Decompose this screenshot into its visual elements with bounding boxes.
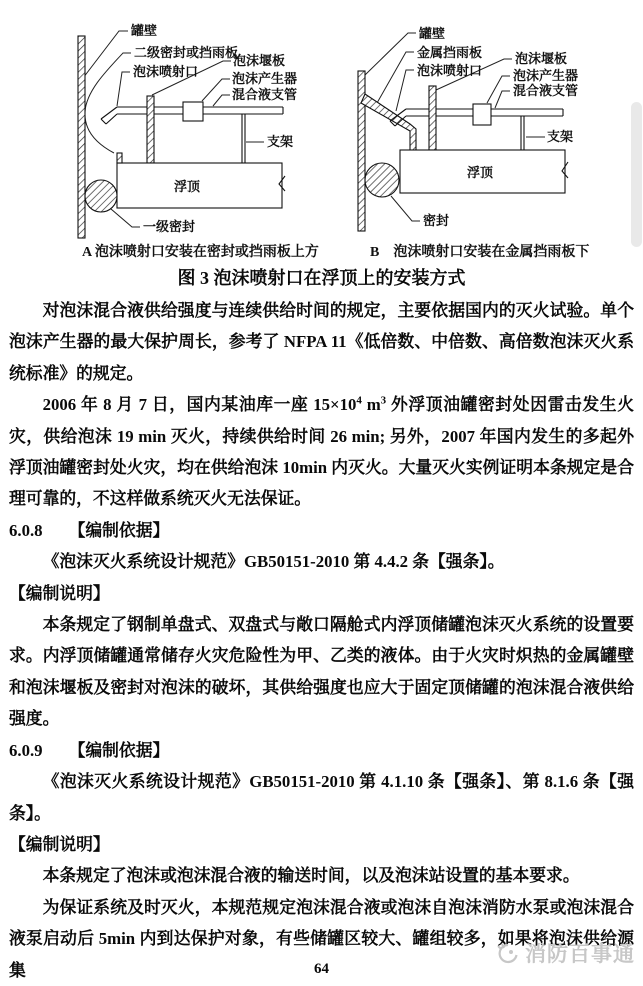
figure-3-diagrams — [55, 10, 643, 265]
basis-reference: 《泡沫灭火系统设计规范》GB50151-2010 第 4.1.10 条【强条】、第 8.1.6 条【强条】。 — [9, 772, 634, 823]
foam-dam-plate — [147, 96, 154, 163]
leader-mix-pipe — [213, 95, 230, 106]
section-heading-6-0-9 — [9, 735, 634, 766]
leader-foam-outlet — [396, 70, 414, 111]
diagram-b-caption: B 泡沫喷射口安装在金属挡雨板下 — [370, 245, 590, 260]
leader-mix-pipe — [495, 91, 510, 108]
page-number: 64 — [314, 961, 329, 977]
basis-label: 【编制依据】 — [68, 520, 170, 540]
label-foam-outlet: 泡沫喷射口 — [417, 63, 483, 78]
leader-foam-generator — [202, 79, 230, 101]
scan-artifact — [631, 102, 642, 247]
paragraph: 本条规定了钢制单盘式、双盘式与敞口隔舱式内浮顶储罐泡沫灭火系统的设置要求。内浮顶储罐通常储存火灾危险性为甲、乙类的液体。由于火灾时炽热的金属罐壁和泡沫堰板及密封对泡沫的破坏，其供给强度也应大于固定顶储罐的泡沫混合液供给强度。 — [9, 615, 634, 729]
paragraph: 对泡沫混合液供给强度与连续供给时间的规定，主要依据国内的灭火试验。单个泡沫产生器的最大保护周长，参考了 NFPA 11《低倍数、中倍数、高倍数泡沫灭火系统标准》的规定。 — [9, 301, 634, 383]
paragraph-text: m — [361, 395, 381, 415]
basis-reference: 《泡沫灭火系统设计规范》GB50151-2010 第 4.4.2 条【强条】。 — [42, 552, 505, 572]
label-mix-pipe: 混合液支管 — [513, 83, 579, 98]
leader-seal — [391, 196, 420, 221]
label-floating-roof: 浮顶 — [467, 165, 494, 180]
leader-secondary-seal — [85, 53, 131, 153]
label-bracket: 支架 — [547, 129, 574, 144]
section-number: 6.0.8 — [9, 520, 43, 540]
tank-wall — [78, 36, 85, 238]
metal-rain-shield-plate — [361, 94, 416, 150]
diagram-b — [340, 10, 625, 265]
paragraph: 本条规定了泡沫或泡沫混合液的输送时间，以及泡沫站设置的基本要求。 — [42, 866, 580, 886]
explain-label: 【编制说明】 — [9, 834, 110, 854]
label-seal: 密封 — [423, 213, 450, 228]
label-metal-rain-shield: 金属挡雨板 — [417, 45, 483, 60]
leader-foam-outlet — [117, 72, 130, 106]
body-text — [9, 295, 634, 986]
figure-caption: 图 3 泡沫喷射口在浮顶上的安装方式 — [177, 268, 466, 288]
leader-tank-wall — [365, 33, 416, 75]
label-foam-dam: 泡沫堰板 — [233, 53, 286, 68]
watermark-text: 消防百事通 — [525, 942, 635, 966]
leader-metal-rain-shield — [377, 52, 414, 103]
section-heading-6-0-8 — [9, 515, 634, 546]
foam-generator-box — [183, 102, 203, 121]
basis-label: 【编制依据】 — [68, 740, 170, 760]
label-bracket: 支架 — [267, 134, 294, 149]
explain-label: 【编制说明】 — [9, 583, 110, 603]
label-foam-outlet: 泡沫喷射口 — [133, 64, 199, 79]
label-secondary-seal: 二级密封或挡雨板 — [134, 45, 239, 60]
paragraph — [9, 389, 634, 515]
leader-primary-seal — [111, 209, 140, 227]
secondary-seal-tab — [117, 153, 122, 163]
document-page — [0, 10, 643, 982]
bracket-support — [521, 116, 524, 150]
primary-seal-ring — [85, 180, 117, 212]
label-tank-wall: 罐壁 — [131, 23, 158, 38]
diagram-a — [55, 10, 340, 265]
foam-dam-plate — [429, 86, 436, 150]
label-foam-generator: 泡沫产生器 — [232, 71, 298, 86]
foam-outlet-nozzle — [101, 107, 117, 124]
tank-wall — [358, 71, 365, 231]
paragraph: 为保证系统及时灭火，本规范规定泡沫混合液或泡沫自泡沫消防水泵或泡沫混合液泵启动后 5min 内到达保护对象，有些储罐区较大、罐组较多，如果将泡沫供给源集 — [9, 897, 634, 980]
paragraph-text: 外浮顶油罐密封处因雷击发生火灾，供给泡沫 19 min 灭火，持续供给时间 26 min; 另外，2007 年国内发生的多起外浮顶油罐密封处火灾，均在供给泡沫 10min 内灭火。大量灭火实例证明本条规定是合理可靠的，不这样做系统灭火无法保证。 — [9, 395, 634, 509]
label-floating-roof: 浮顶 — [174, 179, 201, 194]
diagram-a-caption: A 泡沫喷射口安装在密封或挡雨板上方 — [82, 245, 319, 260]
diagram-b-labels — [370, 26, 589, 260]
label-tank-wall: 罐壁 — [419, 26, 446, 41]
paragraph-text: 2006 年 8 月 7 日，国内某油库一座 15×10 — [42, 395, 357, 415]
superscript: 4 — [356, 394, 362, 407]
label-foam-generator: 泡沫产生器 — [513, 68, 579, 83]
label-foam-dam: 泡沫堰板 — [515, 51, 568, 66]
bracket-support — [242, 114, 245, 163]
seal-ring — [365, 163, 399, 197]
section-number: 6.0.9 — [9, 740, 43, 760]
foam-generator-box — [473, 104, 491, 125]
label-mix-pipe: 混合液支管 — [232, 87, 298, 102]
label-primary-seal: 一级密封 — [143, 219, 196, 234]
superscript: 3 — [380, 394, 387, 407]
